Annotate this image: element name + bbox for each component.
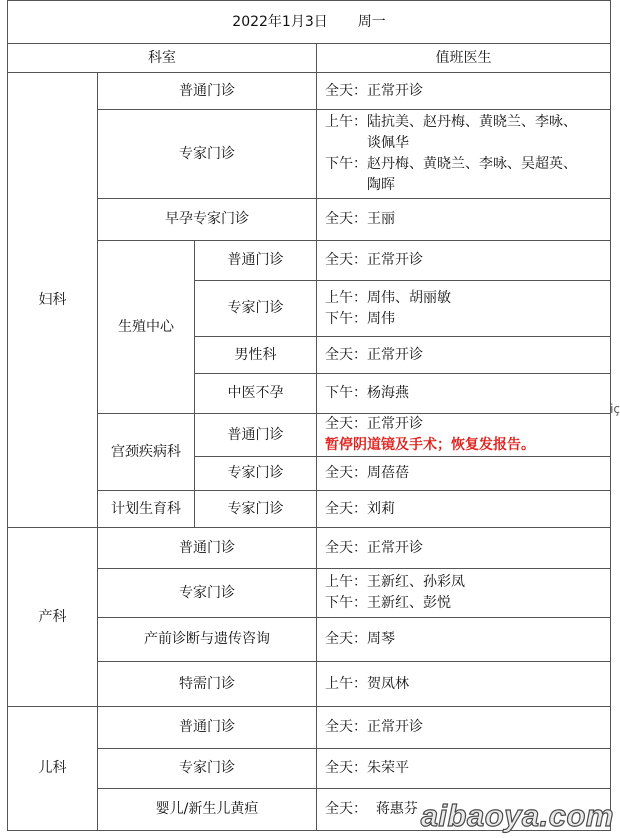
- clinic-name: 专家门诊: [98, 110, 317, 199]
- duty-doctor: 全天：正常开诊: [317, 337, 611, 374]
- table-row: [8, 414, 611, 457]
- clinic-name: 早孕专家门诊: [98, 199, 317, 241]
- duty-doctor: [317, 569, 611, 618]
- duty-doctor: 全天：周蓓蓓: [317, 457, 611, 491]
- clinic-name: 专家门诊: [98, 749, 317, 789]
- duty-line: 谈佩华: [367, 135, 409, 151]
- clinic-name: 男性科: [195, 337, 317, 374]
- table-row: [8, 662, 611, 707]
- duty-line: 上午：王新红、孙彩凤: [325, 574, 465, 590]
- clinic-name: 产前诊断与遗传咨询: [98, 618, 317, 662]
- duty-doctor: 全天：正常开诊: [317, 241, 611, 281]
- date-cell: [8, 1, 611, 44]
- dept-ped: 儿科: [8, 707, 98, 831]
- clinic-name: 中医不孕: [195, 374, 317, 414]
- schedule-weekday: 周一: [357, 13, 386, 30]
- site-watermark: aibaoya.com: [420, 798, 614, 833]
- dept-gyn: 妇科: [8, 73, 98, 528]
- sub-dept-reproductive: 生殖中心: [98, 241, 195, 414]
- clinic-name: 特需门诊: [98, 662, 317, 707]
- duty-doctor: [317, 110, 611, 199]
- duty-line: 上午：周伟、胡丽敏: [325, 289, 451, 306]
- duty-doctor: 下午：杨海燕: [317, 374, 611, 414]
- table-row: [8, 528, 611, 569]
- duty-schedule-table: [7, 0, 611, 831]
- clinic-name: 婴儿/新生儿黄疸: [98, 789, 317, 831]
- duty-line: 下午：王新红、彭悦: [325, 595, 451, 611]
- sub-dept-cervical: 宫颈疾病科: [98, 414, 195, 491]
- table-row: [8, 569, 611, 618]
- duty-line: 下午：周伟: [325, 310, 395, 327]
- duty-doctor: [317, 414, 611, 457]
- duty-doctor: 全天：朱荣平: [317, 749, 611, 789]
- suspension-notice: 暂停阴道镜及手术；恢复发报告。: [325, 437, 535, 453]
- duty-line: 全天：正常开诊: [325, 416, 423, 432]
- duty-text: 全天： 蒋惠芬: [325, 801, 418, 817]
- dept-obs: 产科: [8, 528, 98, 707]
- table-row: [8, 110, 611, 199]
- header-doctor: 值班医生: [317, 44, 611, 73]
- sub-dept-family-planning: 计划生育科: [98, 491, 195, 528]
- clinic-name: 普通门诊: [98, 73, 317, 110]
- table-row: [8, 73, 611, 110]
- table-row: [8, 749, 611, 789]
- edge-fragment: iç: [610, 402, 620, 416]
- duty-doctor: 上午：贺凤林: [317, 662, 611, 707]
- header-row: [8, 44, 611, 73]
- table-row: [8, 618, 611, 662]
- duty-doctor: 全天：刘莉: [317, 491, 611, 528]
- table-row: [8, 491, 611, 528]
- duty-doctor: [317, 281, 611, 337]
- duty-line: 上午：陆抗美、赵丹梅、黄晓兰、李咏、: [325, 114, 577, 130]
- duty-doctor: 全天：正常开诊: [317, 707, 611, 749]
- duty-doctor: 全天：王丽: [317, 199, 611, 241]
- clinic-name: 专家门诊: [195, 491, 317, 528]
- clinic-name: 普通门诊: [195, 414, 317, 457]
- date-row: [8, 1, 611, 44]
- header-dept: 科室: [8, 44, 317, 73]
- table-row: [8, 199, 611, 241]
- duty-doctor: 全天：正常开诊: [317, 528, 611, 569]
- clinic-name: 普通门诊: [98, 707, 317, 749]
- clinic-name: 普通门诊: [98, 528, 317, 569]
- duty-line: 陶晖: [367, 177, 395, 193]
- duty-line: 下午：赵丹梅、黄晓兰、李咏、吴超英、: [325, 156, 577, 172]
- clinic-name: 专家门诊: [195, 457, 317, 491]
- clinic-name: 普通门诊: [195, 241, 317, 281]
- duty-doctor: 全天：周琴: [317, 618, 611, 662]
- clinic-name: 专家门诊: [195, 281, 317, 337]
- schedule-date: 2022年1月3日: [232, 13, 328, 30]
- table-row: [8, 241, 611, 281]
- duty-doctor: 全天：正常开诊: [317, 73, 611, 110]
- table-row: [8, 707, 611, 749]
- clinic-name: 专家门诊: [98, 569, 317, 618]
